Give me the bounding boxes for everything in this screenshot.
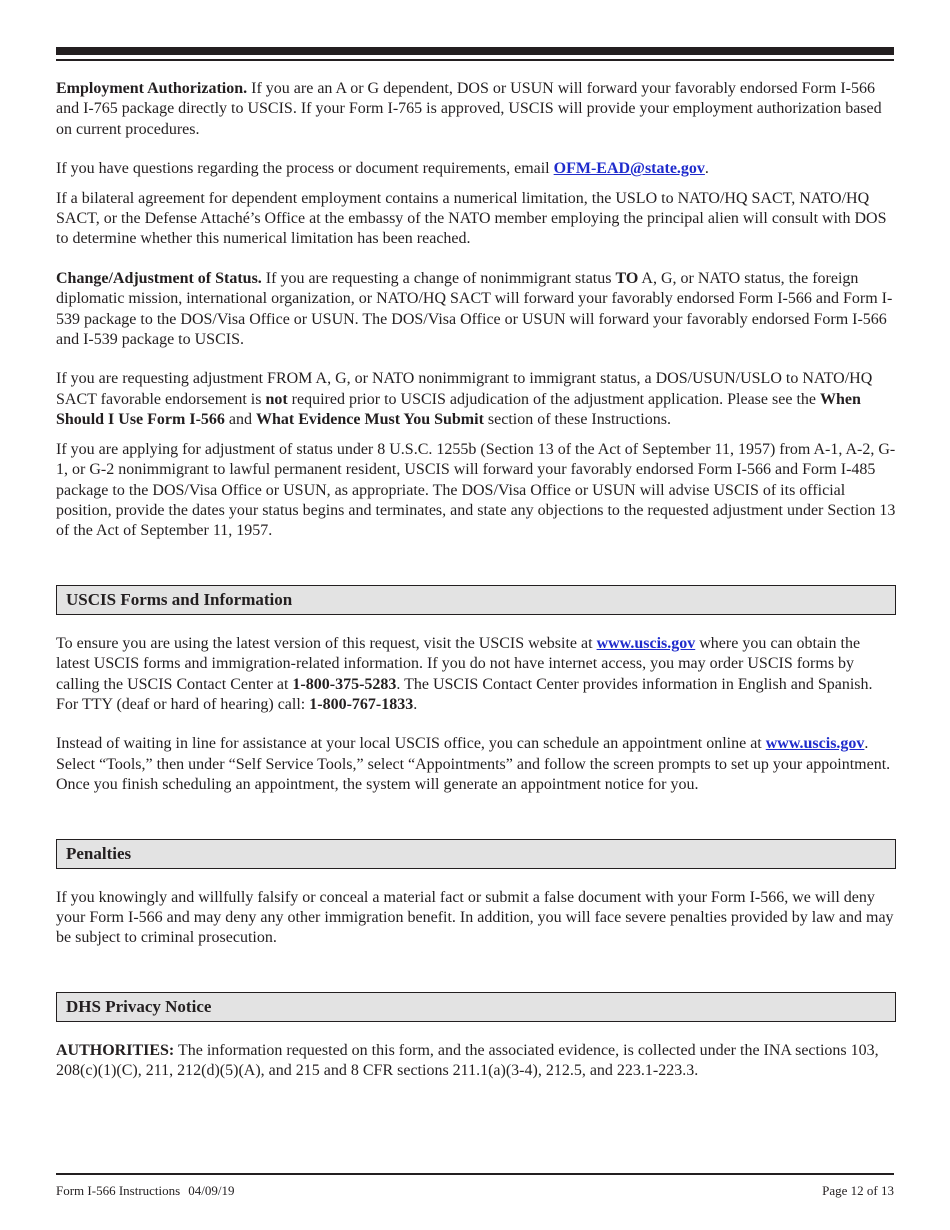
authorities-paragraph: AUTHORITIES: The information requested on this form, and the associated evidence, is collected under the INA sections 103, 208(c)(1)(C), 211, 212(d)(5)(A), and 215 and 8 CFR sections 211.1(a)(3-4), 212.5, and 223.1-223.3. (56, 1041, 879, 1080)
email-link[interactable]: OFM-EAD@state.gov (553, 160, 705, 178)
header-thick-rule (56, 47, 894, 55)
uscis-appointment-link[interactable]: www.uscis.gov (765, 735, 865, 753)
authorities-heading: AUTHORITIES: (56, 1041, 175, 1059)
questions-paragraph: If you have questions regarding the process or document requirements, email OFM-EAD@state.gov. (56, 160, 709, 178)
section-title: USCIS Forms and Information (66, 589, 293, 609)
adjustment-from-paragraph: If you are requesting adjustment FROM A, G, or NATO nonimmigrant to immigrant status, a DOS/USUN/USLO to NATO/HQ SACT favorable endorsement is not required prior to USCIS adjudication of the adjustment application. Please see the When Should I Use Form I-566 and What Evidence Must You Submit section of these Instructions. (56, 370, 873, 429)
uscis-forms-paragraph: To ensure you are using the latest version of this request, visit the USCIS website at www.uscis.gov where you can obtain the latest USCIS forms and immigration-related information. If you do not have internet access, you may order USCIS forms by calling the USCIS Contact Center at 1-800-375-5283. The USCIS Contact Center provides information in English and Spanish. For TTY (deaf or hard of hearing) call: 1-800-767-1833. (56, 634, 873, 713)
uscis-website-link[interactable]: www.uscis.gov (596, 634, 696, 652)
employment-authorization-paragraph: Employment Authorization. If you are an A or G dependent, DOS or USUN will forward your favorably endorsed Form I-566 and I-765 package directly to USCIS. If your Form I-765 is approved, USCIS will provide your employment authorization based on current procedures. (56, 80, 882, 138)
bilateral-agreement-paragraph: If a bilateral agreement for dependent employment contains a numerical limitation, the USLO to NATO/HQ SACT, NATO/HQ SACT, or the Defense Attaché’s Office at the embassy of the NATO member employing the principal alien will consult with DOS to determine whether this numerical limitation has been reached. (56, 189, 887, 248)
penalties-section-header (56, 839, 896, 869)
privacy-notice-section-header (56, 992, 896, 1022)
header-thin-rule (56, 59, 894, 61)
appointment-paragraph: Instead of waiting in line for assistance at your local USCIS office, you can schedule an appointment online at www.uscis.gov. Select “Tools,” then under “Self Service Tools,” select “Appointments” and follow the screen prompts to set up your appointment. Once you finish scheduling an appointment, the system will generate an appointment notice for you. (56, 735, 891, 794)
footer-page-number: Page 12 of 13 (822, 1183, 894, 1198)
contact-center-phone: 1-800-375-5283 (292, 675, 397, 693)
tty-phone: 1-800-767-1833 (309, 695, 414, 713)
section-title: DHS Privacy Notice (66, 996, 212, 1016)
footer-date: 04/09/19 (188, 1183, 235, 1198)
penalties-paragraph: If you knowingly and willfully falsify or conceal a material fact or submit a false document with your Form I-566, we will deny your Form I-566 and may deny any other immigration benefit. In addition, you will face severe penalties provided by law and may be subject to criminal prosecution. (56, 888, 894, 947)
footer-form-info (56, 1183, 234, 1199)
change-of-status-paragraph: Change/Adjustment of Status. If you are requesting a change of nonimmigrant status TO A, G, or NATO status, the foreign diplomatic mission, international organization, or NATO/HQ SACT will forward your favorably endorsed Form I-566 and Form I-539 package to the DOS/Visa Office or USUN. The DOS/Visa Office or USUN will forward your favorably endorsed Form I-566 and I-539 package to USCIS. (56, 269, 893, 349)
uscis-forms-section-header (56, 585, 896, 615)
footer-rule (56, 1173, 894, 1175)
section-13-paragraph: If you are applying for adjustment of status under 8 U.S.C. 1255b (Section 13 of the Act of September 11, 1957) from A-1, A-2, G-1, or G-2 nonimmigrant to lawful permanent resident, USCIS will forward your favorably endorsed Form I-566 and Form I-485 package to the DOS/Visa Office or USUN, as appropriate. The DOS/Visa Office or USUN will advise USCIS of its official position, provide the dates your status begins and terminates, and state any objections to the requested adjustment under Section 13 of the Act of September 11, 1957. (56, 440, 896, 540)
footer-form-name: Form I-566 Instructions (56, 1183, 181, 1198)
change-status-heading: Change/Adjustment of Status. (56, 269, 262, 287)
employment-heading: Employment Authorization. (56, 80, 248, 97)
section-title: Penalties (66, 843, 132, 863)
page-content (56, 79, 896, 1082)
